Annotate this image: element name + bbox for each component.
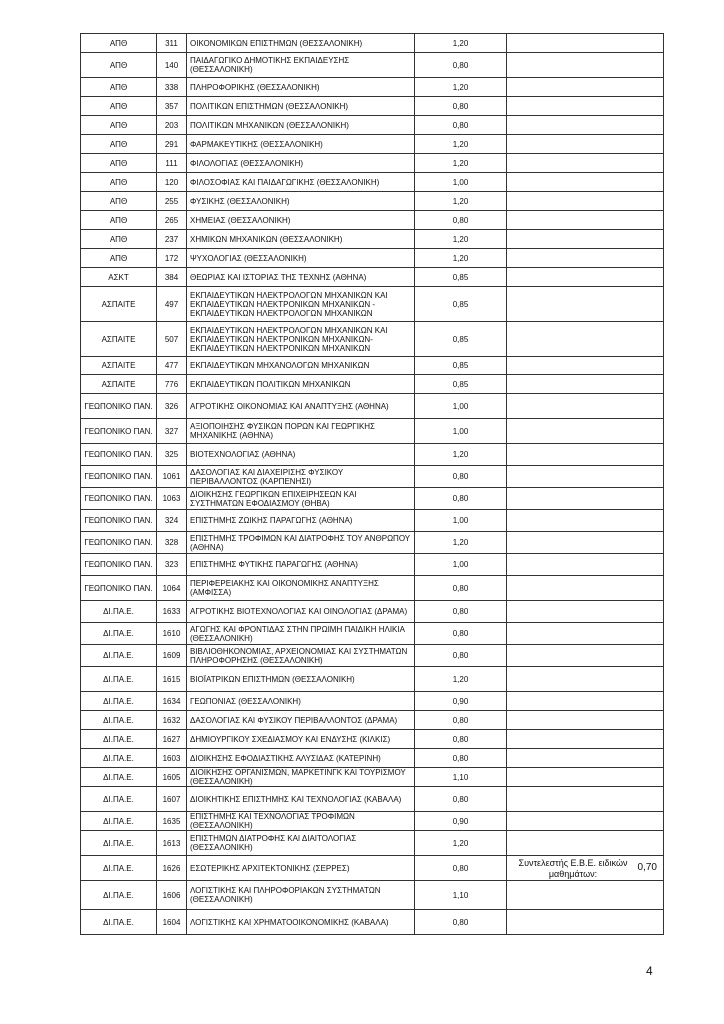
coefficient-cell: 0,80 xyxy=(415,488,507,510)
department-cell: ΠΑΙΔΑΓΩΓΙΚΟ ΔΗΜΟΤΙΚΗΣ ΕΚΠΑΙΔΕΥΣΗΣ (ΘΕΣΣΑΛΟΝΙΚΗ) xyxy=(187,53,415,78)
department-cell: ΠΟΛΙΤΙΚΩΝ ΕΠΙΣΤΗΜΩΝ (ΘΕΣΣΑΛΟΝΙΚΗ) xyxy=(187,97,415,116)
table-row xyxy=(81,910,664,935)
note-cell xyxy=(507,856,664,881)
table-row xyxy=(81,645,664,667)
institution-cell: ΑΠΘ xyxy=(81,97,157,116)
table-row xyxy=(81,466,664,488)
table-row xyxy=(81,711,664,730)
institution-cell: ΔΙ.ΠΑ.Ε. xyxy=(81,692,157,711)
institution-cell: ΔΙ.ΠΑ.Ε. xyxy=(81,910,157,935)
note-cell xyxy=(507,53,664,78)
table-row xyxy=(81,419,664,444)
institution-cell: ΓΕΩΠΟΝΙΚΟ ΠΑΝ. xyxy=(81,444,157,466)
code-cell: 1604 xyxy=(157,910,187,935)
note-cell xyxy=(507,322,664,357)
department-cell: ΑΓΡΟΤΙΚΗΣ ΒΙΟΤΕΧΝΟΛΟΓΙΑΣ ΚΑΙ ΟΙΝΟΛΟΓΙΑΣ (ΔΡΑΜΑ) xyxy=(187,601,415,623)
table-row xyxy=(81,787,664,812)
code-cell: 111 xyxy=(157,154,187,173)
department-cell: ΧΗΜΕΙΑΣ (ΘΕΣΣΑΛΟΝΙΚΗ) xyxy=(187,211,415,230)
code-cell: 776 xyxy=(157,375,187,394)
coefficient-cell: 0,80 xyxy=(415,787,507,812)
code-cell: 1605 xyxy=(157,768,187,787)
table-row xyxy=(81,78,664,97)
note-cell xyxy=(507,97,664,116)
code-cell: 172 xyxy=(157,249,187,268)
coefficient-cell: 1,10 xyxy=(415,768,507,787)
department-cell: ΒΙΒΛΙΟΘΗΚΟΝΟΜΙΑΣ, ΑΡΧΕΙΟΝΟΜΙΑΣ ΚΑΙ ΣΥΣΤΗΜΑΤΩΝ ΠΛΗΡΟΦΟΡΗΣΗΣ (ΘΕΣΣΑΛΟΝΙΚΗ) xyxy=(187,645,415,667)
note-cell xyxy=(507,730,664,749)
note-cell xyxy=(507,444,664,466)
code-cell: 325 xyxy=(157,444,187,466)
code-cell: 338 xyxy=(157,78,187,97)
note-cell xyxy=(507,394,664,419)
code-cell: 1607 xyxy=(157,787,187,812)
code-cell: 1064 xyxy=(157,576,187,601)
coefficient-cell: 1,20 xyxy=(415,667,507,692)
institution-cell: ΔΙ.ΠΑ.Ε. xyxy=(81,856,157,881)
department-cell: ΑΓΡΟΤΙΚΗΣ ΟΙΚΟΝΟΜΙΑΣ ΚΑΙ ΑΝΑΠΤΥΞΗΣ (ΑΘΗΝΑ) xyxy=(187,394,415,419)
code-cell: 1626 xyxy=(157,856,187,881)
note-cell xyxy=(507,768,664,787)
department-cell: ΑΓΩΓΗΣ ΚΑΙ ΦΡΟΝΤΙΔΑΣ ΣΤΗΝ ΠΡΩΙΜΗ ΠΑΙΔΙΚΗ ΗΛΙΚΙΑ (ΘΕΣΣΑΛΟΝΙΚΗ) xyxy=(187,623,415,645)
department-cell: ΕΠΙΣΤΗΜΗΣ ΤΡΟΦΙΜΩΝ ΚΑΙ ΔΙΑΤΡΟΦΗΣ ΤΟΥ ΑΝΘΡΩΠΟΥ (ΑΘΗΝΑ) xyxy=(187,532,415,554)
table-row xyxy=(81,34,664,53)
institution-cell: ΑΣΠΑΙΤΕ xyxy=(81,375,157,394)
table-row xyxy=(81,192,664,211)
table-row xyxy=(81,53,664,78)
coefficient-cell: 0,85 xyxy=(415,287,507,322)
table-row xyxy=(81,510,664,532)
coefficient-cell: 0,80 xyxy=(415,211,507,230)
code-cell: 324 xyxy=(157,510,187,532)
institution-cell: ΔΙ.ΠΑ.Ε. xyxy=(81,623,157,645)
code-cell: 1609 xyxy=(157,645,187,667)
note-cell xyxy=(507,249,664,268)
code-cell: 1635 xyxy=(157,812,187,831)
table-row xyxy=(81,667,664,692)
table-row xyxy=(81,97,664,116)
code-cell: 1613 xyxy=(157,831,187,856)
note-cell xyxy=(507,466,664,488)
note-cell xyxy=(507,419,664,444)
table-row xyxy=(81,532,664,554)
institution-cell: ΓΕΩΠΟΝΙΚΟ ΠΑΝ. xyxy=(81,532,157,554)
special-courses-coefficient-value: 0,70 xyxy=(637,862,657,873)
table-row xyxy=(81,881,664,910)
code-cell: 140 xyxy=(157,53,187,78)
department-cell: ΟΙΚΟΝΟΜΙΚΩΝ ΕΠΙΣΤΗΜΩΝ (ΘΕΣΣΑΛΟΝΙΚΗ) xyxy=(187,34,415,53)
institution-cell: ΔΙ.ΠΑ.Ε. xyxy=(81,601,157,623)
coefficient-cell: 1,20 xyxy=(415,831,507,856)
coefficient-cell: 1,00 xyxy=(415,510,507,532)
code-cell: 327 xyxy=(157,419,187,444)
institution-cell: ΔΙ.ΠΑ.Ε. xyxy=(81,768,157,787)
department-cell: ΕΠΙΣΤΗΜΗΣ ΚΑΙ ΤΕΧΝΟΛΟΓΙΑΣ ΤΡΟΦΙΜΩΝ (ΘΕΣΣΑΛΟΝΙΚΗ) xyxy=(187,812,415,831)
code-cell: 255 xyxy=(157,192,187,211)
code-cell: 323 xyxy=(157,554,187,576)
code-cell: 1606 xyxy=(157,881,187,910)
table-row xyxy=(81,749,664,768)
note-cell xyxy=(507,268,664,287)
institution-cell: ΔΙ.ΠΑ.Ε. xyxy=(81,667,157,692)
department-cell: ΔΙΟΙΚΗΣΗΣ ΟΡΓΑΝΙΣΜΩΝ, ΜΑΡΚΕΤΙΝΓΚ ΚΑΙ ΤΟΥΡΙΣΜΟΥ (ΘΕΣΣΑΛΟΝΙΚΗ) xyxy=(187,768,415,787)
note-cell xyxy=(507,910,664,935)
table-row xyxy=(81,394,664,419)
note-cell xyxy=(507,488,664,510)
department-cell: ΕΠΙΣΤΗΜΗΣ ΦΥΤΙΚΗΣ ΠΑΡΑΓΩΓΗΣ (ΑΘΗΝΑ) xyxy=(187,554,415,576)
coefficient-cell: 0,85 xyxy=(415,322,507,357)
coefficient-cell: 1,00 xyxy=(415,394,507,419)
table-row xyxy=(81,375,664,394)
department-cell: ΔΗΜΙΟΥΡΓΙΚΟΥ ΣΧΕΔΙΑΣΜΟΥ ΚΑΙ ΕΝΔΥΣΗΣ (ΚΙΛΚΙΣ) xyxy=(187,730,415,749)
note-cell xyxy=(507,667,664,692)
coefficient-cell: 0,80 xyxy=(415,623,507,645)
coefficient-cell: 0,80 xyxy=(415,576,507,601)
department-cell: ΔΙΟΙΚΗΣΗΣ ΓΕΩΡΓΙΚΩΝ ΕΠΙΧΕΙΡΗΣΕΩΝ ΚΑΙ ΣΥΣΤΗΜΑΤΩΝ ΕΦΟΔΙΑΣΜΟΥ (ΘΗΒΑ) xyxy=(187,488,415,510)
code-cell: 384 xyxy=(157,268,187,287)
table-row xyxy=(81,692,664,711)
table-row xyxy=(81,554,664,576)
code-cell: 120 xyxy=(157,173,187,192)
table-row xyxy=(81,768,664,787)
code-cell: 1615 xyxy=(157,667,187,692)
department-cell: ΑΞΙΟΠΟΙΗΣΗΣ ΦΥΣΙΚΩΝ ΠΟΡΩΝ ΚΑΙ ΓΕΩΡΓΙΚΗΣ ΜΗΧΑΝΙΚΗΣ (ΑΘΗΝΑ) xyxy=(187,419,415,444)
table-row xyxy=(81,444,664,466)
department-cell: ΕΚΠΑΙΔΕΥΤΙΚΩΝ ΗΛΕΚΤΡΟΛΟΓΩΝ ΜΗΧΑΝΙΚΩΝ ΚΑΙ ΕΚΠΑΙΔΕΥΤΙΚΩΝ ΗΛΕΚΤΡΟΝΙΚΩΝ ΜΗΧΑΝΙΚΩΝ- ΕΚΠΑΙΔΕΥΤΙΚΩΝ ΗΛΕΚΤΡΟΝΙΚΩΝ ΜΗΧΑΝΙΚΩΝ xyxy=(187,322,415,357)
institution-cell: ΑΠΘ xyxy=(81,78,157,97)
department-cell: ΔΙΟΙΚΗΣΗΣ ΕΦΟΔΙΑΣΤΙΚΗΣ ΑΛΥΣΙΔΑΣ (ΚΑΤΕΡΙΝΗ) xyxy=(187,749,415,768)
coefficient-cell: 0,80 xyxy=(415,749,507,768)
table-row xyxy=(81,812,664,831)
note-cell xyxy=(507,287,664,322)
department-cell: ΒΙΟΪΑΤΡΙΚΩΝ ΕΠΙΣΤΗΜΩΝ (ΘΕΣΣΑΛΟΝΙΚΗ) xyxy=(187,667,415,692)
department-cell: ΠΛΗΡΟΦΟΡΙΚΗΣ (ΘΕΣΣΑΛΟΝΙΚΗ) xyxy=(187,78,415,97)
department-cell: ΨΥΧΟΛΟΓΙΑΣ (ΘΕΣΣΑΛΟΝΙΚΗ) xyxy=(187,249,415,268)
table-row xyxy=(81,856,664,881)
note-cell xyxy=(507,601,664,623)
note-cell xyxy=(507,812,664,831)
code-cell: 1063 xyxy=(157,488,187,510)
coefficient-cell: 0,80 xyxy=(415,53,507,78)
code-cell: 237 xyxy=(157,230,187,249)
coefficients-table xyxy=(80,33,664,935)
code-cell: 1610 xyxy=(157,623,187,645)
coefficient-cell: 1,20 xyxy=(415,78,507,97)
table-row xyxy=(81,154,664,173)
code-cell: 1061 xyxy=(157,466,187,488)
institution-cell: ΓΕΩΠΟΝΙΚΟ ΠΑΝ. xyxy=(81,554,157,576)
code-cell: 507 xyxy=(157,322,187,357)
coefficient-cell: 0,80 xyxy=(415,601,507,623)
department-cell: ΕΚΠΑΙΔΕΥΤΙΚΩΝ ΗΛΕΚΤΡΟΛΟΓΩΝ ΜΗΧΑΝΙΚΩΝ ΚΑΙ ΕΚΠΑΙΔΕΥΤΙΚΩΝ ΗΛΕΚΤΡΟΝΙΚΩΝ ΜΗΧΑΝΙΚΩΝ - ΕΚΠΑΙΔΕΥΤΙΚΩΝ ΗΛΕΚΤΡΟΛΟΓΩΝ ΜΗΧΑΝΙΚΩΝ xyxy=(187,287,415,322)
department-cell: ΒΙΟΤΕΧΝΟΛΟΓΙΑΣ (ΑΘΗΝΑ) xyxy=(187,444,415,466)
institution-cell: ΑΠΘ xyxy=(81,34,157,53)
code-cell: 328 xyxy=(157,532,187,554)
note-cell xyxy=(507,357,664,375)
code-cell: 311 xyxy=(157,34,187,53)
note-cell xyxy=(507,78,664,97)
coefficient-cell: 0,80 xyxy=(415,116,507,135)
page-number: 4 xyxy=(646,964,653,978)
department-cell: ΛΟΓΙΣΤΙΚΗΣ ΚΑΙ ΧΡΗΜΑΤΟΟΙΚΟΝΟΜΙΚΗΣ (ΚΑΒΑΛΑ) xyxy=(187,910,415,935)
code-cell: 1633 xyxy=(157,601,187,623)
code-cell: 1627 xyxy=(157,730,187,749)
department-cell: ΛΟΓΙΣΤΙΚΗΣ ΚΑΙ ΠΛΗΡΟΦΟΡΙΑΚΩΝ ΣΥΣΤΗΜΑΤΩΝ (ΘΕΣΣΑΛΟΝΙΚΗ) xyxy=(187,881,415,910)
institution-cell: ΑΣΚΤ xyxy=(81,268,157,287)
note-cell xyxy=(507,375,664,394)
department-cell: ΔΑΣΟΛΟΓΙΑΣ ΚΑΙ ΔΙΑΧΕΙΡΙΣΗΣ ΦΥΣΙΚΟΥ ΠΕΡΙΒΑΛΛΟΝΤΟΣ (ΚΑΡΠΕΝΗΣΙ) xyxy=(187,466,415,488)
coefficient-cell: 1,00 xyxy=(415,554,507,576)
note-cell xyxy=(507,645,664,667)
department-cell: ΕΣΩΤΕΡΙΚΗΣ ΑΡΧΙΤΕΚΤΟΝΙΚΗΣ (ΣΕΡΡΕΣ) xyxy=(187,856,415,881)
code-cell: 357 xyxy=(157,97,187,116)
coefficient-cell: 1,20 xyxy=(415,532,507,554)
note-cell xyxy=(507,787,664,812)
note-cell xyxy=(507,711,664,730)
table-row xyxy=(81,287,664,322)
table-row xyxy=(81,173,664,192)
coefficient-cell: 1,10 xyxy=(415,881,507,910)
institution-cell: ΓΕΩΠΟΝΙΚΟ ΠΑΝ. xyxy=(81,466,157,488)
code-cell: 477 xyxy=(157,357,187,375)
code-cell: 497 xyxy=(157,287,187,322)
note-cell xyxy=(507,881,664,910)
institution-cell: ΑΠΘ xyxy=(81,116,157,135)
institution-cell: ΓΕΩΠΟΝΙΚΟ ΠΑΝ. xyxy=(81,510,157,532)
coefficient-cell: 0,90 xyxy=(415,812,507,831)
institution-cell: ΑΠΘ xyxy=(81,211,157,230)
institution-cell: ΔΙ.ΠΑ.Ε. xyxy=(81,749,157,768)
code-cell: 1603 xyxy=(157,749,187,768)
note-cell xyxy=(507,154,664,173)
coefficient-cell: 0,80 xyxy=(415,97,507,116)
department-cell: ΧΗΜΙΚΩΝ ΜΗΧΑΝΙΚΩΝ (ΘΕΣΣΑΛΟΝΙΚΗ) xyxy=(187,230,415,249)
table-row xyxy=(81,576,664,601)
institution-cell: ΔΙ.ΠΑ.Ε. xyxy=(81,730,157,749)
note-cell xyxy=(507,173,664,192)
coefficient-cell: 0,80 xyxy=(415,856,507,881)
institution-cell: ΑΣΠΑΙΤΕ xyxy=(81,322,157,357)
institution-cell: ΑΣΠΑΙΤΕ xyxy=(81,357,157,375)
table-row xyxy=(81,135,664,154)
institution-cell: ΑΠΘ xyxy=(81,192,157,211)
table-row xyxy=(81,230,664,249)
institution-cell: ΔΙ.ΠΑ.Ε. xyxy=(81,812,157,831)
table-body xyxy=(81,34,664,935)
note-cell xyxy=(507,230,664,249)
department-cell: ΔΑΣΟΛΟΓΙΑΣ ΚΑΙ ΦΥΣΙΚΟΥ ΠΕΡΙΒΑΛΛΟΝΤΟΣ (ΔΡΑΜΑ) xyxy=(187,711,415,730)
code-cell: 265 xyxy=(157,211,187,230)
table-row xyxy=(81,623,664,645)
note-cell xyxy=(507,576,664,601)
institution-cell: ΓΕΩΠΟΝΙΚΟ ΠΑΝ. xyxy=(81,488,157,510)
coefficient-cell: 0,80 xyxy=(415,910,507,935)
table-row xyxy=(81,601,664,623)
department-cell: ΕΚΠΑΙΔΕΥΤΙΚΩΝ ΠΟΛΙΤΙΚΩΝ ΜΗΧΑΝΙΚΩΝ xyxy=(187,375,415,394)
code-cell: 1632 xyxy=(157,711,187,730)
institution-cell: ΔΙ.ΠΑ.Ε. xyxy=(81,881,157,910)
note-cell xyxy=(507,692,664,711)
table-row xyxy=(81,249,664,268)
table-row xyxy=(81,730,664,749)
note-cell xyxy=(507,623,664,645)
code-cell: 203 xyxy=(157,116,187,135)
coefficient-cell: 0,85 xyxy=(415,375,507,394)
institution-cell: ΑΠΘ xyxy=(81,53,157,78)
institution-cell: ΓΕΩΠΟΝΙΚΟ ΠΑΝ. xyxy=(81,394,157,419)
note-cell xyxy=(507,34,664,53)
table-row xyxy=(81,211,664,230)
coefficient-cell: 1,20 xyxy=(415,444,507,466)
note-cell xyxy=(507,532,664,554)
table-row xyxy=(81,268,664,287)
coefficient-cell: 0,85 xyxy=(415,357,507,375)
coefficient-cell: 1,20 xyxy=(415,135,507,154)
department-cell: ΘΕΩΡΙΑΣ ΚΑΙ ΙΣΤΟΡΙΑΣ ΤΗΣ ΤΕΧΝΗΣ (ΑΘΗΝΑ) xyxy=(187,268,415,287)
coefficient-cell: 0,80 xyxy=(415,730,507,749)
institution-cell: ΔΙ.ΠΑ.Ε. xyxy=(81,711,157,730)
note-cell xyxy=(507,831,664,856)
coefficient-cell: 1,00 xyxy=(415,173,507,192)
coefficient-cell: 1,00 xyxy=(415,419,507,444)
table-row xyxy=(81,488,664,510)
institution-cell: ΑΠΘ xyxy=(81,135,157,154)
department-cell: ΠΟΛΙΤΙΚΩΝ ΜΗΧΑΝΙΚΩΝ (ΘΕΣΣΑΛΟΝΙΚΗ) xyxy=(187,116,415,135)
department-cell: ΦΙΛΟΛΟΓΙΑΣ (ΘΕΣΣΑΛΟΝΙΚΗ) xyxy=(187,154,415,173)
note-cell xyxy=(507,749,664,768)
institution-cell: ΑΣΠΑΙΤΕ xyxy=(81,287,157,322)
coefficient-cell: 0,85 xyxy=(415,268,507,287)
institution-cell: ΑΠΘ xyxy=(81,154,157,173)
code-cell: 1634 xyxy=(157,692,187,711)
table-row xyxy=(81,831,664,856)
code-cell: 326 xyxy=(157,394,187,419)
department-cell: ΦΥΣΙΚΗΣ (ΘΕΣΣΑΛΟΝΙΚΗ) xyxy=(187,192,415,211)
code-cell: 291 xyxy=(157,135,187,154)
note-cell xyxy=(507,116,664,135)
department-cell: ΦΙΛΟΣΟΦΙΑΣ ΚΑΙ ΠΑΙΔΑΓΩΓΙΚΗΣ (ΘΕΣΣΑΛΟΝΙΚΗ) xyxy=(187,173,415,192)
institution-cell: ΑΠΘ xyxy=(81,249,157,268)
department-cell: ΔΙΟΙΚΗΤΙΚΗΣ ΕΠΙΣΤΗΜΗΣ ΚΑΙ ΤΕΧΝΟΛΟΓΙΑΣ (ΚΑΒΑΛΑ) xyxy=(187,787,415,812)
coefficient-cell: 1,20 xyxy=(415,249,507,268)
table-row xyxy=(81,116,664,135)
table-row xyxy=(81,322,664,357)
coefficient-cell: 0,80 xyxy=(415,711,507,730)
coefficient-cell: 1,20 xyxy=(415,230,507,249)
note-cell xyxy=(507,211,664,230)
institution-cell: ΔΙ.ΠΑ.Ε. xyxy=(81,787,157,812)
coefficient-cell: 1,20 xyxy=(415,192,507,211)
institution-cell: ΔΙ.ΠΑ.Ε. xyxy=(81,831,157,856)
coefficient-cell: 0,90 xyxy=(415,692,507,711)
department-cell: ΓΕΩΠΟΝΙΑΣ (ΘΕΣΣΑΛΟΝΙΚΗ) xyxy=(187,692,415,711)
coefficient-cell: 0,80 xyxy=(415,466,507,488)
note-cell xyxy=(507,192,664,211)
coefficient-cell: 1,20 xyxy=(415,154,507,173)
institution-cell: ΓΕΩΠΟΝΙΚΟ ΠΑΝ. xyxy=(81,419,157,444)
note-cell xyxy=(507,554,664,576)
institution-cell: ΑΠΘ xyxy=(81,173,157,192)
institution-cell: ΔΙ.ΠΑ.Ε. xyxy=(81,645,157,667)
institution-cell: ΓΕΩΠΟΝΙΚΟ ΠΑΝ. xyxy=(81,576,157,601)
department-cell: ΠΕΡΙΦΕΡΕΙΑΚΗΣ ΚΑΙ ΟΙΚΟΝΟΜΙΚΗΣ ΑΝΑΠΤΥΞΗΣ (ΑΜΦΙΣΣΑ) xyxy=(187,576,415,601)
special-courses-coefficient-label: Συντελεστής Ε.Β.Ε. ειδικών μαθημάτων: xyxy=(518,858,628,879)
department-cell: ΕΠΙΣΤΗΜΗΣ ΖΩΙΚΗΣ ΠΑΡΑΓΩΓΗΣ (ΑΘΗΝΑ) xyxy=(187,510,415,532)
coefficient-cell: 1,20 xyxy=(415,34,507,53)
department-cell: ΕΠΙΣΤΗΜΩΝ ΔΙΑΤΡΟΦΗΣ ΚΑΙ ΔΙΑΙΤΟΛΟΓΙΑΣ (ΘΕΣΣΑΛΟΝΙΚΗ) xyxy=(187,831,415,856)
table-row xyxy=(81,357,664,375)
institution-cell: ΑΠΘ xyxy=(81,230,157,249)
department-cell: ΦΑΡΜΑΚΕΥΤΙΚΗΣ (ΘΕΣΣΑΛΟΝΙΚΗ) xyxy=(187,135,415,154)
note-cell xyxy=(507,510,664,532)
coefficient-cell: 0,80 xyxy=(415,645,507,667)
note-cell xyxy=(507,135,664,154)
department-cell: ΕΚΠΑΙΔΕΥΤΙΚΩΝ ΜΗΧΑΝΟΛΟΓΩΝ ΜΗΧΑΝΙΚΩΝ xyxy=(187,357,415,375)
